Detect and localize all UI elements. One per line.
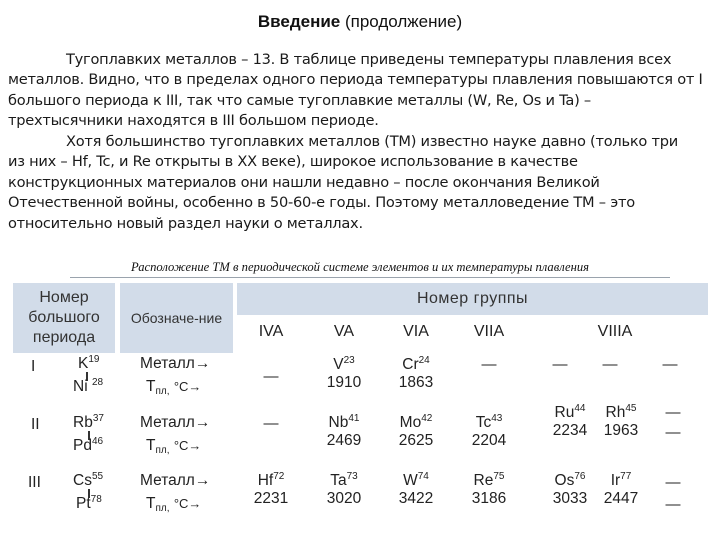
designation-temp-label: $Т_{пл,}$ °C→ — [146, 378, 202, 397]
empty-dash: — — [662, 356, 678, 373]
element-ir: Ir$^{77}$ 2447 — [603, 471, 639, 507]
element-w: $W^{74}$ 3422 — [398, 471, 434, 507]
paragraph-line: трехтысячники находятся в III большом периоде. — [8, 112, 379, 130]
empty-dash: — — [602, 356, 618, 373]
element-ru: Ru$^{44}$ 2234 — [552, 403, 588, 439]
designation-metal-label: Металл→ — [140, 414, 211, 431]
designation-temp-label: $Т_{пл,}$ °C→ — [146, 495, 202, 514]
paragraph-line: Отечественной войны, особенно в 50-60-е годы. Поэтому металловедение ТМ – это — [8, 194, 635, 212]
group-header-viia: VIIA — [473, 323, 505, 340]
paragraph-line: Хотя большинство тугоплавких металлов (ТМ) известно науке давно (только три — [66, 133, 678, 150]
header-period: Номер большого периода — [13, 283, 115, 353]
neighbor-element: Cs$^{55}$ — [73, 471, 104, 489]
neighbor-element: $K^{19}$ — [78, 354, 100, 372]
neighbor-element: Pt$^{78}$ — [76, 494, 102, 512]
paragraph-line: из них – Hf, Tc, и Re открыты в XX веке), широкое использование в качестве — [8, 153, 578, 171]
element-cr: Cr$^{24}$ 1863 — [398, 355, 434, 391]
empty-dash: — — [665, 474, 681, 491]
element-mo: Mo$^{42}$ 2625 — [398, 413, 434, 449]
element-nb: Nb$^{41}$ 2469 — [326, 413, 362, 449]
title-normal: (продолжение) — [344, 12, 463, 31]
designation-temp-label: $Т_{пл,}$ °C→ — [146, 437, 202, 456]
group-header-va: VA — [333, 323, 355, 340]
designation-metal-label: Металл→ — [140, 472, 211, 489]
paragraph-line: большого периода к III, так что самые тугоплавкие металлы (W, Re, Os и Ta) – — [8, 91, 591, 109]
period-label: I — [31, 358, 36, 375]
group-header-via: VIA — [403, 323, 429, 340]
element-os: Os$^{76}$ 3033 — [552, 471, 588, 507]
table-caption: Расположение ТМ в периодической системе элементов и их температуры плавления — [130, 260, 589, 274]
period-label: II — [31, 416, 40, 433]
history-paragraph — [8, 132, 712, 234]
caption-underline — [70, 277, 670, 278]
element-ta: Ta$^{73}$ 3020 — [326, 471, 362, 507]
header-group-number: Номер группы — [237, 283, 708, 315]
period-label: III — [28, 474, 41, 491]
page-title — [0, 12, 720, 32]
element-re: Re$^{75}$ 3186 — [471, 471, 507, 507]
empty-dash: — — [481, 356, 497, 373]
neighbor-element: Pd$^{46}$ — [73, 436, 104, 454]
paragraph-line: конструкционных материалов они нашли недавно – после окончания Великой — [8, 173, 600, 191]
title-bold: Введение — [257, 12, 341, 31]
group-header-viiia: VIIIA — [597, 323, 633, 340]
intro-paragraph — [8, 50, 712, 132]
paragraph-line: относительно новый раздел науки о металлах. — [8, 214, 363, 232]
empty-dash: — — [665, 404, 681, 421]
element-tc: Tc$^{43}$ 2204 — [471, 413, 507, 449]
empty-dash: — — [552, 356, 568, 373]
designation-metal-label: Металл→ — [140, 355, 211, 372]
neighbor-element: Ni $^{28}$ — [73, 377, 104, 395]
group-header-iva: IVA — [258, 323, 284, 340]
empty-dash: — — [665, 424, 681, 441]
element-hf: Hf$^{72}$ 2231 — [253, 471, 289, 507]
paragraph-line: металлов. Видно, что в пределах одного периода температуры плавления повышаются от I — [8, 71, 703, 89]
empty-dash: — — [263, 415, 279, 432]
neighbor-element: Rb$^{37}$ — [73, 413, 104, 431]
empty-dash: — — [263, 368, 279, 385]
paragraph-line: Тугоплавких металлов – 13. В таблице приведены температуры плавления всех — [66, 51, 672, 68]
header-designation: Обозначе-ние — [120, 283, 233, 353]
empty-dash: — — [665, 496, 681, 513]
element-v: $V^{23}$ 1910 — [326, 355, 362, 391]
element-rh: Rh$^{45}$ 1963 — [603, 403, 639, 439]
